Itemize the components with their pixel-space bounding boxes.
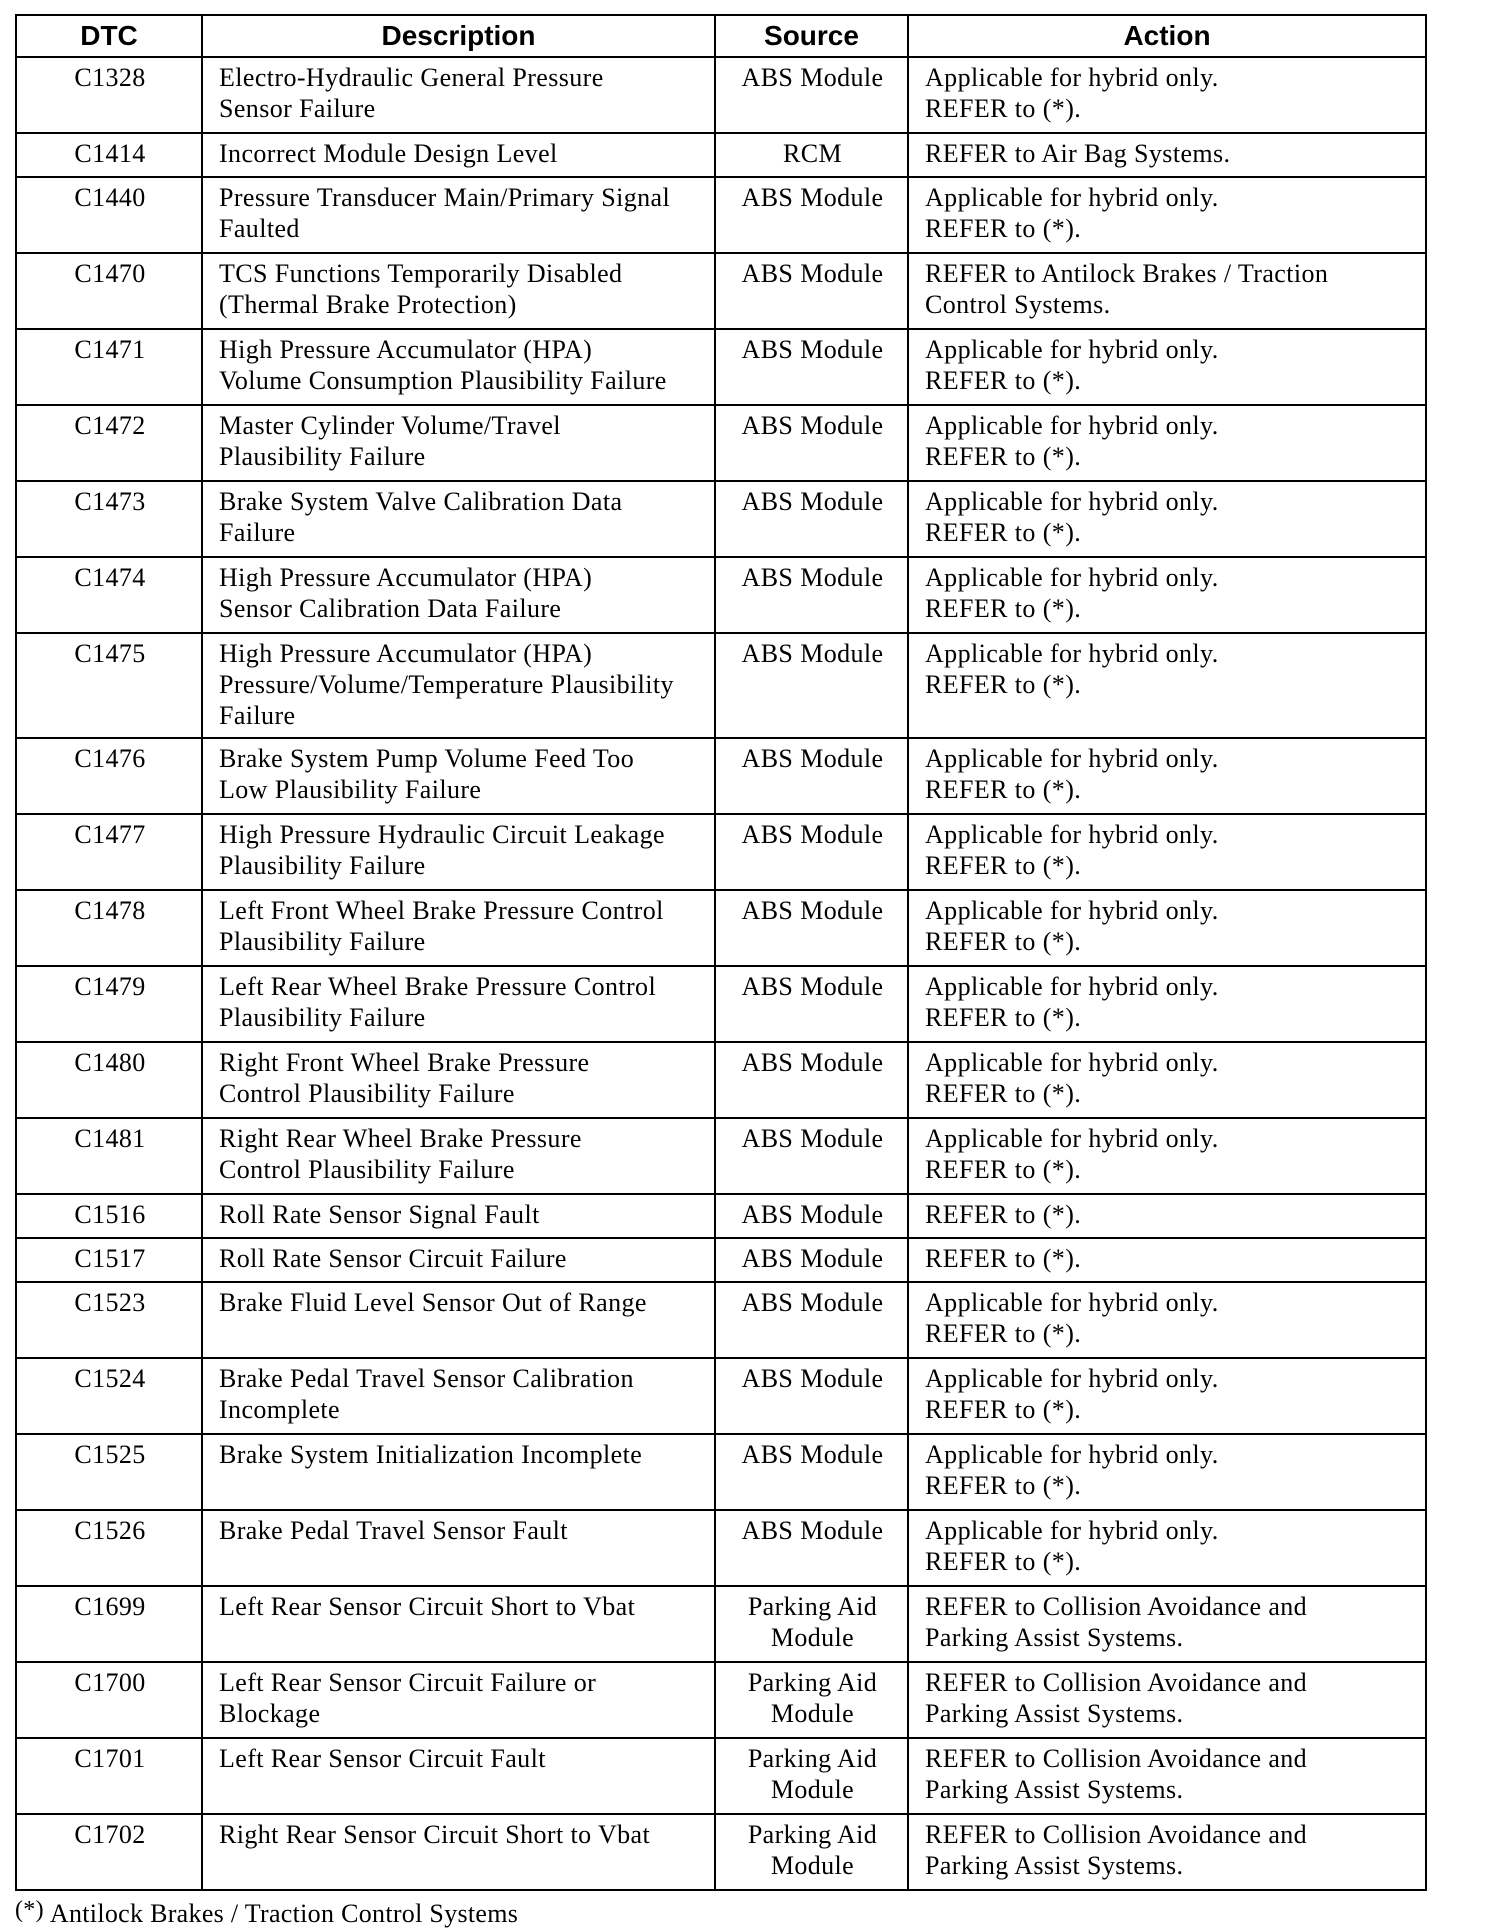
source-cell: ABS Module	[715, 57, 908, 133]
action-cell: Applicable for hybrid only. REFER to (*).	[908, 57, 1426, 133]
table-row	[16, 133, 1426, 177]
description-cell: Roll Rate Sensor Signal Fault	[202, 1194, 715, 1238]
action-cell: Applicable for hybrid only. REFER to (*).	[908, 1042, 1426, 1118]
table-row	[16, 1738, 1426, 1814]
table-row	[16, 1194, 1426, 1238]
table-row	[16, 481, 1426, 557]
dtc-code-cell: C1475	[16, 633, 202, 738]
source-cell: Parking Aid Module	[715, 1586, 908, 1662]
source-cell: RCM	[715, 133, 908, 177]
table-row	[16, 890, 1426, 966]
dtc-code-cell: C1476	[16, 738, 202, 814]
dtc-code-cell: C1524	[16, 1358, 202, 1434]
description-cell: Right Rear Wheel Brake Pressure Control Plausibility Failure	[202, 1118, 715, 1194]
description-cell: Left Front Wheel Brake Pressure Control Plausibility Failure	[202, 890, 715, 966]
table-row	[16, 1586, 1426, 1662]
description-cell: High Pressure Accumulator (HPA) Volume Consumption Plausibility Failure	[202, 329, 715, 405]
table-row	[16, 329, 1426, 405]
dtc-code-cell: C1472	[16, 405, 202, 481]
table-row	[16, 1238, 1426, 1282]
dtc-code-cell: C1699	[16, 1586, 202, 1662]
action-cell: REFER to Collision Avoidance and Parking Assist Systems.	[908, 1662, 1426, 1738]
description-cell: Left Rear Sensor Circuit Short to Vbat	[202, 1586, 715, 1662]
table-row	[16, 1282, 1426, 1358]
action-cell: Applicable for hybrid only. REFER to (*).	[908, 481, 1426, 557]
description-cell: Brake System Pump Volume Feed Too Low Plausibility Failure	[202, 738, 715, 814]
source-cell: ABS Module	[715, 1510, 908, 1586]
source-cell: ABS Module	[715, 1358, 908, 1434]
source-cell: Parking Aid Module	[715, 1738, 908, 1814]
dtc-code-cell: C1479	[16, 966, 202, 1042]
source-cell: ABS Module	[715, 738, 908, 814]
source-cell: ABS Module	[715, 253, 908, 329]
table-row	[16, 1814, 1426, 1890]
description-cell: TCS Functions Temporarily Disabled (Thermal Brake Protection)	[202, 253, 715, 329]
description-cell: Right Front Wheel Brake Pressure Control Plausibility Failure	[202, 1042, 715, 1118]
dtc-code-cell: C1700	[16, 1662, 202, 1738]
description-cell: Electro-Hydraulic General Pressure Sensor Failure	[202, 57, 715, 133]
table-row	[16, 966, 1426, 1042]
table-row	[16, 1042, 1426, 1118]
dtc-table	[15, 14, 1427, 1891]
dtc-code-cell: C1478	[16, 890, 202, 966]
footnote-mark: (*)	[15, 1897, 44, 1923]
source-cell: ABS Module	[715, 890, 908, 966]
action-cell: REFER to Collision Avoidance and Parking Assist Systems.	[908, 1738, 1426, 1814]
description-cell: Brake Pedal Travel Sensor Calibration Incomplete	[202, 1358, 715, 1434]
dtc-code-cell: C1525	[16, 1434, 202, 1510]
table-row	[16, 405, 1426, 481]
source-cell: ABS Module	[715, 966, 908, 1042]
description-cell: Brake Pedal Travel Sensor Fault	[202, 1510, 715, 1586]
dtc-code-cell: C1477	[16, 814, 202, 890]
dtc-code-cell: C1526	[16, 1510, 202, 1586]
action-cell: Applicable for hybrid only. REFER to (*).	[908, 814, 1426, 890]
table-row	[16, 1662, 1426, 1738]
action-cell: Applicable for hybrid only. REFER to (*).	[908, 890, 1426, 966]
action-cell: REFER to Collision Avoidance and Parking Assist Systems.	[908, 1586, 1426, 1662]
action-cell: Applicable for hybrid only. REFER to (*).	[908, 738, 1426, 814]
action-cell: Applicable for hybrid only. REFER to (*).	[908, 1358, 1426, 1434]
source-cell: ABS Module	[715, 1042, 908, 1118]
table-header-row	[16, 15, 1426, 57]
source-cell: ABS Module	[715, 177, 908, 253]
source-cell: ABS Module	[715, 481, 908, 557]
table-row	[16, 1510, 1426, 1586]
dtc-code-cell: C1440	[16, 177, 202, 253]
dtc-code-cell: C1523	[16, 1282, 202, 1358]
source-cell: ABS Module	[715, 329, 908, 405]
table-row	[16, 1358, 1426, 1434]
table-row	[16, 633, 1426, 738]
source-cell: ABS Module	[715, 1194, 908, 1238]
action-cell: REFER to (*).	[908, 1238, 1426, 1282]
description-cell: Brake Fluid Level Sensor Out of Range	[202, 1282, 715, 1358]
dtc-code-cell: C1473	[16, 481, 202, 557]
dtc-code-cell: C1516	[16, 1194, 202, 1238]
description-cell: High Pressure Hydraulic Circuit Leakage Plausibility Failure	[202, 814, 715, 890]
description-cell: Right Rear Sensor Circuit Short to Vbat	[202, 1814, 715, 1890]
source-cell: Parking Aid Module	[715, 1814, 908, 1890]
dtc-code-cell: C1517	[16, 1238, 202, 1282]
dtc-code-cell: C1474	[16, 557, 202, 633]
action-cell: Applicable for hybrid only. REFER to (*).	[908, 1118, 1426, 1194]
header-source: Source	[715, 15, 908, 57]
dtc-code-cell: C1471	[16, 329, 202, 405]
dtc-code-cell: C1414	[16, 133, 202, 177]
action-cell: Applicable for hybrid only. REFER to (*).	[908, 557, 1426, 633]
description-cell: Left Rear Wheel Brake Pressure Control Plausibility Failure	[202, 966, 715, 1042]
description-cell: High Pressure Accumulator (HPA) Pressure/Volume/Temperature Plausibility Failure	[202, 633, 715, 738]
description-cell: Left Rear Sensor Circuit Fault	[202, 1738, 715, 1814]
description-cell: Left Rear Sensor Circuit Failure or Blockage	[202, 1662, 715, 1738]
action-cell: Applicable for hybrid only. REFER to (*).	[908, 1510, 1426, 1586]
dtc-code-cell: C1328	[16, 57, 202, 133]
header-action: Action	[908, 15, 1426, 57]
header-dtc: DTC	[16, 15, 202, 57]
dtc-code-cell: C1470	[16, 253, 202, 329]
table-body	[16, 57, 1426, 1890]
table-row	[16, 177, 1426, 253]
dtc-code-cell: C1702	[16, 1814, 202, 1890]
action-cell: Applicable for hybrid only. REFER to (*).	[908, 405, 1426, 481]
description-cell: High Pressure Accumulator (HPA) Sensor Calibration Data Failure	[202, 557, 715, 633]
action-cell: Applicable for hybrid only. REFER to (*).	[908, 1434, 1426, 1510]
action-cell: Applicable for hybrid only. REFER to (*).	[908, 633, 1426, 738]
page	[15, 14, 1425, 1929]
source-cell: ABS Module	[715, 1434, 908, 1510]
source-cell: ABS Module	[715, 1282, 908, 1358]
description-cell: Roll Rate Sensor Circuit Failure	[202, 1238, 715, 1282]
table-row	[16, 57, 1426, 133]
action-cell: REFER to Antilock Brakes / Traction Control Systems.	[908, 253, 1426, 329]
source-cell: ABS Module	[715, 557, 908, 633]
dtc-code-cell: C1480	[16, 1042, 202, 1118]
description-cell: Pressure Transducer Main/Primary Signal Faulted	[202, 177, 715, 253]
dtc-code-cell: C1481	[16, 1118, 202, 1194]
table-row	[16, 1118, 1426, 1194]
table-row	[16, 814, 1426, 890]
description-cell: Master Cylinder Volume/Travel Plausibility Failure	[202, 405, 715, 481]
table-row	[16, 1434, 1426, 1510]
footnote	[15, 1899, 1425, 1929]
source-cell: Parking Aid Module	[715, 1662, 908, 1738]
action-cell: Applicable for hybrid only. REFER to (*).	[908, 1282, 1426, 1358]
action-cell: Applicable for hybrid only. REFER to (*).	[908, 966, 1426, 1042]
source-cell: ABS Module	[715, 1238, 908, 1282]
source-cell: ABS Module	[715, 814, 908, 890]
description-cell: Incorrect Module Design Level	[202, 133, 715, 177]
table-row	[16, 253, 1426, 329]
table-row	[16, 738, 1426, 814]
source-cell: ABS Module	[715, 405, 908, 481]
action-cell: Applicable for hybrid only. REFER to (*).	[908, 329, 1426, 405]
dtc-code-cell: C1701	[16, 1738, 202, 1814]
description-cell: Brake System Valve Calibration Data Failure	[202, 481, 715, 557]
source-cell: ABS Module	[715, 633, 908, 738]
description-cell: Brake System Initialization Incomplete	[202, 1434, 715, 1510]
action-cell: Applicable for hybrid only. REFER to (*).	[908, 177, 1426, 253]
header-description: Description	[202, 15, 715, 57]
action-cell: REFER to Air Bag Systems.	[908, 133, 1426, 177]
footnote-text: Antilock Brakes / Traction Control Systems	[49, 1899, 519, 1928]
table-row	[16, 557, 1426, 633]
source-cell: ABS Module	[715, 1118, 908, 1194]
action-cell: REFER to Collision Avoidance and Parking Assist Systems.	[908, 1814, 1426, 1890]
action-cell: REFER to (*).	[908, 1194, 1426, 1238]
